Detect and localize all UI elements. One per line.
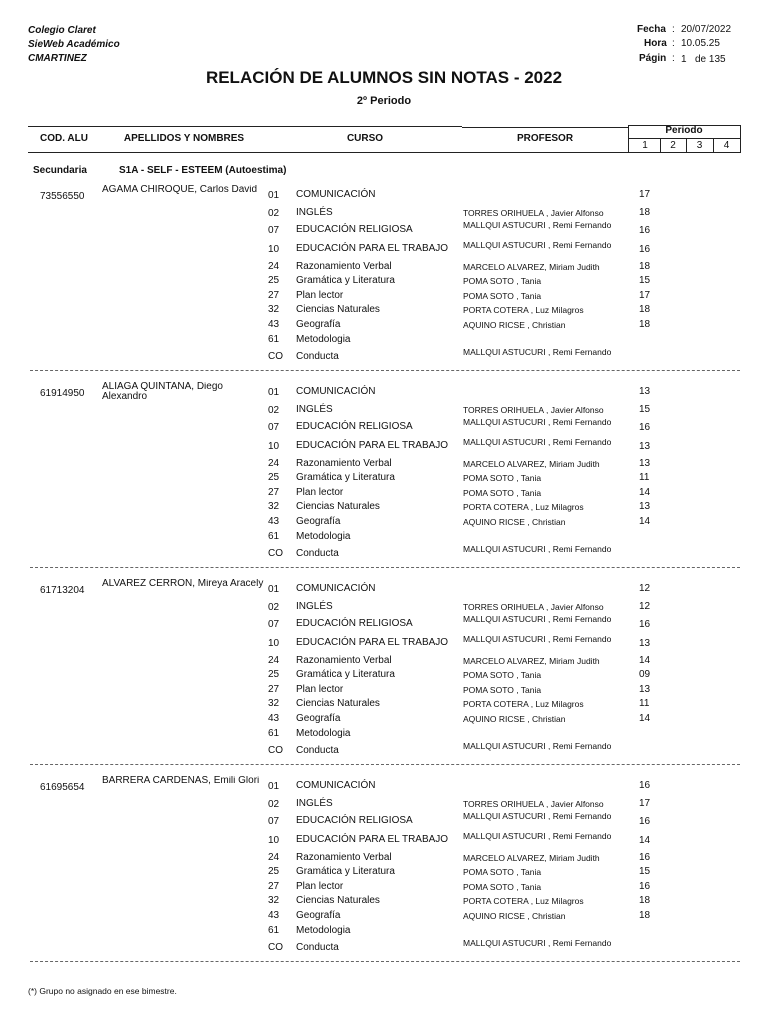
course-code: 61	[268, 728, 280, 739]
teacher-name: MALLQUI ASTUCURI , Remi Fernando	[463, 544, 612, 554]
teacher-name: TORRES ORIHUELA , Javier Alfonso	[463, 405, 604, 415]
student-block	[0, 776, 768, 973]
grade-period-1: 17	[639, 798, 651, 809]
course-code: 61	[268, 531, 280, 542]
hora-label: Hora	[644, 38, 667, 49]
grade-period-1: 13	[639, 386, 651, 397]
grade-period-1: 18	[639, 319, 651, 330]
pagina-label: Págin	[639, 53, 667, 64]
col-periodo: Periodo	[665, 125, 703, 136]
course-code: 10	[268, 835, 280, 846]
course-code: 02	[268, 405, 280, 416]
course-code: 32	[268, 895, 280, 906]
hora-colon: :	[672, 38, 675, 49]
course-code: 02	[268, 208, 280, 219]
grade-period-1: 16	[639, 619, 651, 630]
grade-period-1: 13	[639, 638, 651, 649]
course-name: Geografía	[296, 319, 341, 330]
footer-note: (*) Grupo no asignado en ese bimestre.	[28, 986, 177, 996]
course-name: Plan lector	[296, 487, 344, 498]
block-separator	[30, 764, 740, 765]
teacher-name: POMA SOTO , Tania	[463, 291, 542, 301]
course-code: 24	[268, 261, 280, 272]
course-code: 27	[268, 290, 280, 301]
grade-period-1: 16	[639, 881, 651, 892]
course-code: 43	[268, 713, 280, 724]
course-code: 32	[268, 698, 280, 709]
teacher-name: MARCELO ALVAREZ, Miriam Judith	[463, 459, 600, 469]
course-code: 10	[268, 638, 280, 649]
course-code: CO	[268, 351, 283, 362]
student-code: 61695654	[40, 782, 85, 793]
course-name: COMUNICACIÓN	[296, 583, 376, 594]
course-code: 61	[268, 334, 280, 345]
fecha-value: 20/07/2022	[681, 24, 732, 35]
grade-period-1: 11	[639, 698, 650, 709]
course-code: 02	[268, 799, 280, 810]
grade-period-1: 18	[639, 207, 651, 218]
course-name: Razonamiento Verbal	[296, 655, 392, 666]
course-code: 27	[268, 881, 280, 892]
teacher-name: AQUINO RICSE , Christian	[463, 517, 566, 527]
course-name: INGLÉS	[296, 404, 333, 415]
course-code: 25	[268, 866, 280, 877]
course-code: 01	[268, 387, 280, 398]
student-block	[0, 579, 768, 776]
course-name: Ciencias Naturales	[296, 304, 380, 315]
pagina-total: de 135	[695, 54, 726, 65]
course-name: Conducta	[296, 548, 339, 559]
course-code: CO	[268, 745, 283, 756]
course-name: Gramática y Literatura	[296, 275, 395, 286]
course-name: EDUCACIÓN PARA EL TRABAJO	[296, 243, 449, 254]
col-periodo-4: 4	[723, 140, 730, 151]
course-name: Ciencias Naturales	[296, 895, 380, 906]
course-name: Gramática y Literatura	[296, 669, 395, 680]
course-name: COMUNICACIÓN	[296, 780, 376, 791]
student-name: BARRERA CARDENAS, Emili Glori	[102, 776, 260, 786]
teacher-name: PORTA COTERA , Luz Milagros	[463, 699, 584, 709]
course-name: Gramática y Literatura	[296, 866, 395, 877]
block-separator	[30, 370, 740, 371]
course-code: 27	[268, 684, 280, 695]
grade-period-1: 13	[639, 501, 651, 512]
course-name: Gramática y Literatura	[296, 472, 395, 483]
report-subtitle: 2º Periodo	[356, 95, 412, 107]
course-code: 10	[268, 244, 280, 255]
grade-period-1: 11	[639, 472, 650, 483]
teacher-name: AQUINO RICSE , Christian	[463, 714, 566, 724]
course-code: 25	[268, 275, 280, 286]
teacher-name: MALLQUI ASTUCURI , Remi Fernando	[463, 240, 612, 250]
teacher-name: POMA SOTO , Tania	[463, 473, 542, 483]
student-code: 61713204	[40, 585, 85, 596]
teacher-name: POMA SOTO , Tania	[463, 882, 542, 892]
section-group: S1A - SELF - ESTEEM (Autoestima)	[119, 165, 287, 176]
course-code: 01	[268, 781, 280, 792]
teacher-name: MALLQUI ASTUCURI , Remi Fernando	[463, 634, 612, 644]
teacher-name: TORRES ORIHUELA , Javier Alfonso	[463, 799, 604, 809]
course-name: Plan lector	[296, 684, 344, 695]
section-level: Secundaria	[33, 165, 87, 176]
course-code: 43	[268, 319, 280, 330]
teacher-name: PORTA COTERA , Luz Milagros	[463, 305, 584, 315]
teacher-name: MALLQUI ASTUCURI , Remi Fernando	[463, 417, 612, 427]
course-code: 32	[268, 304, 280, 315]
teacher-name: MARCELO ALVAREZ, Miriam Judith	[463, 853, 600, 863]
grade-period-1: 16	[639, 816, 651, 827]
course-name: Razonamiento Verbal	[296, 852, 392, 863]
course-name: COMUNICACIÓN	[296, 189, 376, 200]
grade-period-1: 18	[639, 261, 651, 272]
teacher-name: POMA SOTO , Tania	[463, 276, 542, 286]
system-name: SieWeb Académico	[28, 39, 120, 50]
grade-period-1: 17	[639, 290, 651, 301]
course-name: Conducta	[296, 351, 339, 362]
course-name: Metodologia	[296, 728, 351, 739]
course-code: 32	[268, 501, 280, 512]
course-name: Geografía	[296, 713, 341, 724]
grade-period-1: 09	[639, 669, 651, 680]
course-name: Metodologia	[296, 531, 351, 542]
course-name: Plan lector	[296, 881, 344, 892]
grade-period-1: 16	[639, 225, 651, 236]
teacher-name: MALLQUI ASTUCURI , Remi Fernando	[463, 811, 612, 821]
course-name: Ciencias Naturales	[296, 698, 380, 709]
student-block	[0, 185, 768, 382]
fecha-colon: :	[672, 24, 675, 35]
col-nombres: APELLIDOS Y NOMBRES	[123, 133, 245, 144]
course-code: 43	[268, 910, 280, 921]
course-code: 01	[268, 584, 280, 595]
grade-period-1: 13	[639, 458, 651, 469]
course-code: 24	[268, 852, 280, 863]
col-periodo-2: 2	[670, 140, 676, 151]
course-code: 27	[268, 487, 280, 498]
course-name: Geografía	[296, 516, 341, 527]
teacher-name: MALLQUI ASTUCURI , Remi Fernando	[463, 437, 612, 447]
grade-period-1: 18	[639, 304, 651, 315]
grade-period-1: 18	[639, 895, 651, 906]
course-code: 07	[268, 619, 280, 630]
grade-period-1: 15	[639, 275, 651, 286]
grade-period-1: 14	[639, 487, 651, 498]
grade-period-1: 12	[639, 601, 651, 612]
course-name: INGLÉS	[296, 207, 333, 218]
course-name: Plan lector	[296, 290, 344, 301]
course-code: 25	[268, 669, 280, 680]
course-name: INGLÉS	[296, 798, 333, 809]
teacher-name: POMA SOTO , Tania	[463, 488, 542, 498]
student-name: ALIAGA QUINTANA, Diego Alexandro	[102, 382, 223, 402]
course-name: EDUCACIÓN PARA EL TRABAJO	[296, 637, 449, 648]
grade-period-1: 14	[639, 655, 651, 666]
teacher-name: MALLQUI ASTUCURI , Remi Fernando	[463, 741, 612, 751]
block-separator	[30, 567, 740, 568]
grade-period-1: 18	[639, 910, 651, 921]
course-name: EDUCACIÓN PARA EL TRABAJO	[296, 440, 449, 451]
course-code: 07	[268, 422, 280, 433]
block-separator	[30, 961, 740, 962]
student-code: 61914950	[40, 388, 85, 399]
grade-period-1: 15	[639, 404, 651, 415]
course-name: Ciencias Naturales	[296, 501, 380, 512]
grade-period-1: 15	[639, 866, 651, 877]
grade-period-1: 13	[639, 684, 651, 695]
course-name: EDUCACIÓN RELIGIOSA	[296, 421, 413, 432]
course-name: Conducta	[296, 745, 339, 756]
course-name: Geografía	[296, 910, 341, 921]
grade-period-1: 14	[639, 713, 651, 724]
course-code: 43	[268, 516, 280, 527]
teacher-name: MALLQUI ASTUCURI , Remi Fernando	[463, 614, 612, 624]
course-name: Razonamiento Verbal	[296, 458, 392, 469]
grade-period-1: 16	[639, 852, 651, 863]
hora-value: 10.05.25	[681, 38, 720, 49]
course-name: Metodologia	[296, 334, 351, 345]
course-name: Razonamiento Verbal	[296, 261, 392, 272]
course-name: Conducta	[296, 942, 339, 953]
course-name: EDUCACIÓN RELIGIOSA	[296, 224, 413, 235]
teacher-name: AQUINO RICSE , Christian	[463, 320, 566, 330]
course-name: COMUNICACIÓN	[296, 386, 376, 397]
course-name: Metodologia	[296, 925, 351, 936]
teacher-name: MALLQUI ASTUCURI , Remi Fernando	[463, 831, 612, 841]
course-code: 61	[268, 925, 280, 936]
course-code: CO	[268, 548, 283, 559]
teacher-name: PORTA COTERA , Luz Milagros	[463, 502, 584, 512]
teacher-name: MALLQUI ASTUCURI , Remi Fernando	[463, 220, 612, 230]
teacher-name: POMA SOTO , Tania	[463, 685, 542, 695]
teacher-name: POMA SOTO , Tania	[463, 867, 542, 877]
course-name: EDUCACIÓN RELIGIOSA	[296, 618, 413, 629]
teacher-name: POMA SOTO , Tania	[463, 670, 542, 680]
course-code: 02	[268, 602, 280, 613]
grade-period-1: 14	[639, 516, 651, 527]
teacher-name: PORTA COTERA , Luz Milagros	[463, 896, 584, 906]
teacher-name: TORRES ORIHUELA , Javier Alfonso	[463, 208, 604, 218]
student-name: AGAMA CHIROQUE, Carlos David	[102, 185, 258, 195]
teacher-name: MALLQUI ASTUCURI , Remi Fernando	[463, 938, 612, 948]
fecha-label: Fecha	[637, 24, 666, 35]
student-name: ALVAREZ CERRON, Mireya Aracely	[102, 579, 264, 589]
course-name: EDUCACIÓN PARA EL TRABAJO	[296, 834, 449, 845]
course-code: 24	[268, 655, 280, 666]
school-name: Colegio Claret	[28, 25, 96, 36]
course-code: CO	[268, 942, 283, 953]
grade-period-1: 16	[639, 422, 651, 433]
course-code: 07	[268, 816, 280, 827]
course-code: 25	[268, 472, 280, 483]
col-periodo-3: 3	[696, 140, 703, 151]
col-cod: COD. ALU	[40, 133, 88, 144]
grade-period-1: 16	[639, 780, 651, 791]
col-curso: CURSO	[346, 133, 384, 144]
grade-period-1: 13	[639, 441, 651, 452]
student-block	[0, 382, 768, 579]
pagina-value: 1	[681, 54, 687, 65]
teacher-name: MARCELO ALVAREZ, Miriam Judith	[463, 262, 600, 272]
course-name: EDUCACIÓN RELIGIOSA	[296, 815, 413, 826]
teacher-name: MARCELO ALVAREZ, Miriam Judith	[463, 656, 600, 666]
course-code: 24	[268, 458, 280, 469]
pagina-colon: :	[672, 53, 675, 64]
report-title: RELACIÓN DE ALUMNOS SIN NOTAS - 2022	[205, 68, 563, 87]
teacher-name: MALLQUI ASTUCURI , Remi Fernando	[463, 347, 612, 357]
student-code: 73556550	[40, 191, 85, 202]
col-periodo-1: 1	[642, 140, 648, 151]
grade-period-1: 14	[639, 835, 651, 846]
course-code: 01	[268, 190, 280, 201]
teacher-name: TORRES ORIHUELA , Javier Alfonso	[463, 602, 604, 612]
course-name: INGLÉS	[296, 601, 333, 612]
grade-period-1: 17	[639, 189, 651, 200]
grade-period-1: 16	[639, 244, 651, 255]
course-code: 10	[268, 441, 280, 452]
user-name: CMARTINEZ	[28, 53, 87, 64]
col-profesor: PROFESOR	[516, 133, 574, 144]
course-code: 07	[268, 225, 280, 236]
grade-period-1: 12	[639, 583, 651, 594]
teacher-name: AQUINO RICSE , Christian	[463, 911, 566, 921]
